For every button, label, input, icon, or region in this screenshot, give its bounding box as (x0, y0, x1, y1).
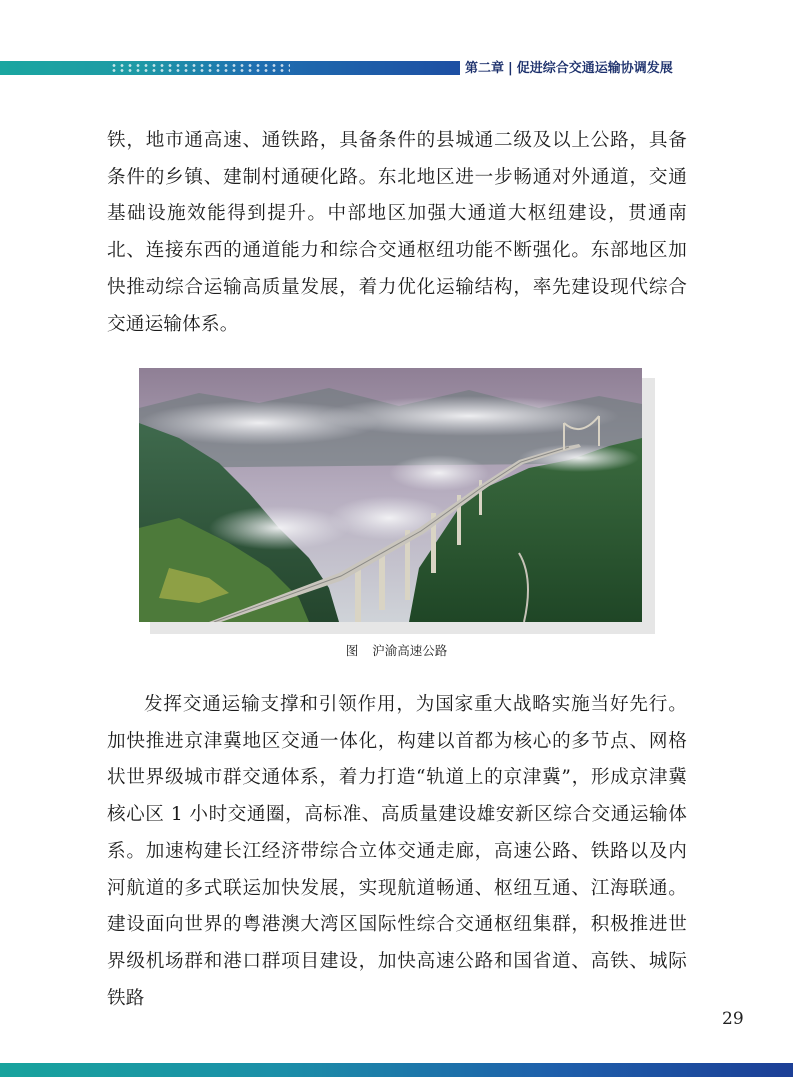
figure-caption (0, 641, 793, 659)
chapter-label: 第二章 (465, 61, 505, 76)
header-separator: | (508, 61, 513, 76)
body-paragraph-2: 发挥交通运输支撑和引领作用，为国家重大战略实施当好先行。加快推进京津冀地区交通一体化，构建以首都为核心的多节点、网格状世界级城市群交通体系，着力打造“轨道上的京津冀”，形成京津冀核心区 1 小时交通圈，高标准、高质量建设雄安新区综合交通运输体系。加速构建长江经济带综合立体交通走廊，高速公路、铁路以及内河航道的多式联运加快发展，实现航道畅通、枢纽互通、江海联通。建设面向世界的粤港澳大湾区国际性综合交通枢纽集群，积极推进世界级机场群和港口群项目建设，加快高速公路和国省道、高铁、城际铁路 (107, 694, 687, 1009)
footer-color-band (0, 1063, 793, 1077)
header-dot-pattern (110, 63, 290, 73)
body-paragraph-1: 铁，地市通高速、通铁路，具备条件的县城通二级及以上公路，具备条件的乡镇、建制村通硬化路。东北地区进一步畅通对外通道，交通基础设施效能得到提升。中部地区加强大通道大枢纽建设，贯通南北、连接东西的通道能力和综合交通枢纽功能不断强化。东部地区加快推动综合运输高质量发展，着力优化运输结构，率先建设现代综合交通运输体系。 (107, 130, 687, 335)
figure-label: 图 (345, 643, 359, 658)
header-color-band (0, 61, 460, 75)
running-header (465, 60, 673, 77)
figure-caption-text: 沪渝高速公路 (372, 643, 448, 658)
highway-photo-illustration (139, 368, 642, 622)
page-number: 29 (722, 1009, 744, 1029)
highway-photo (139, 368, 642, 622)
chapter-title: 促进综合交通运输协调发展 (516, 61, 673, 76)
